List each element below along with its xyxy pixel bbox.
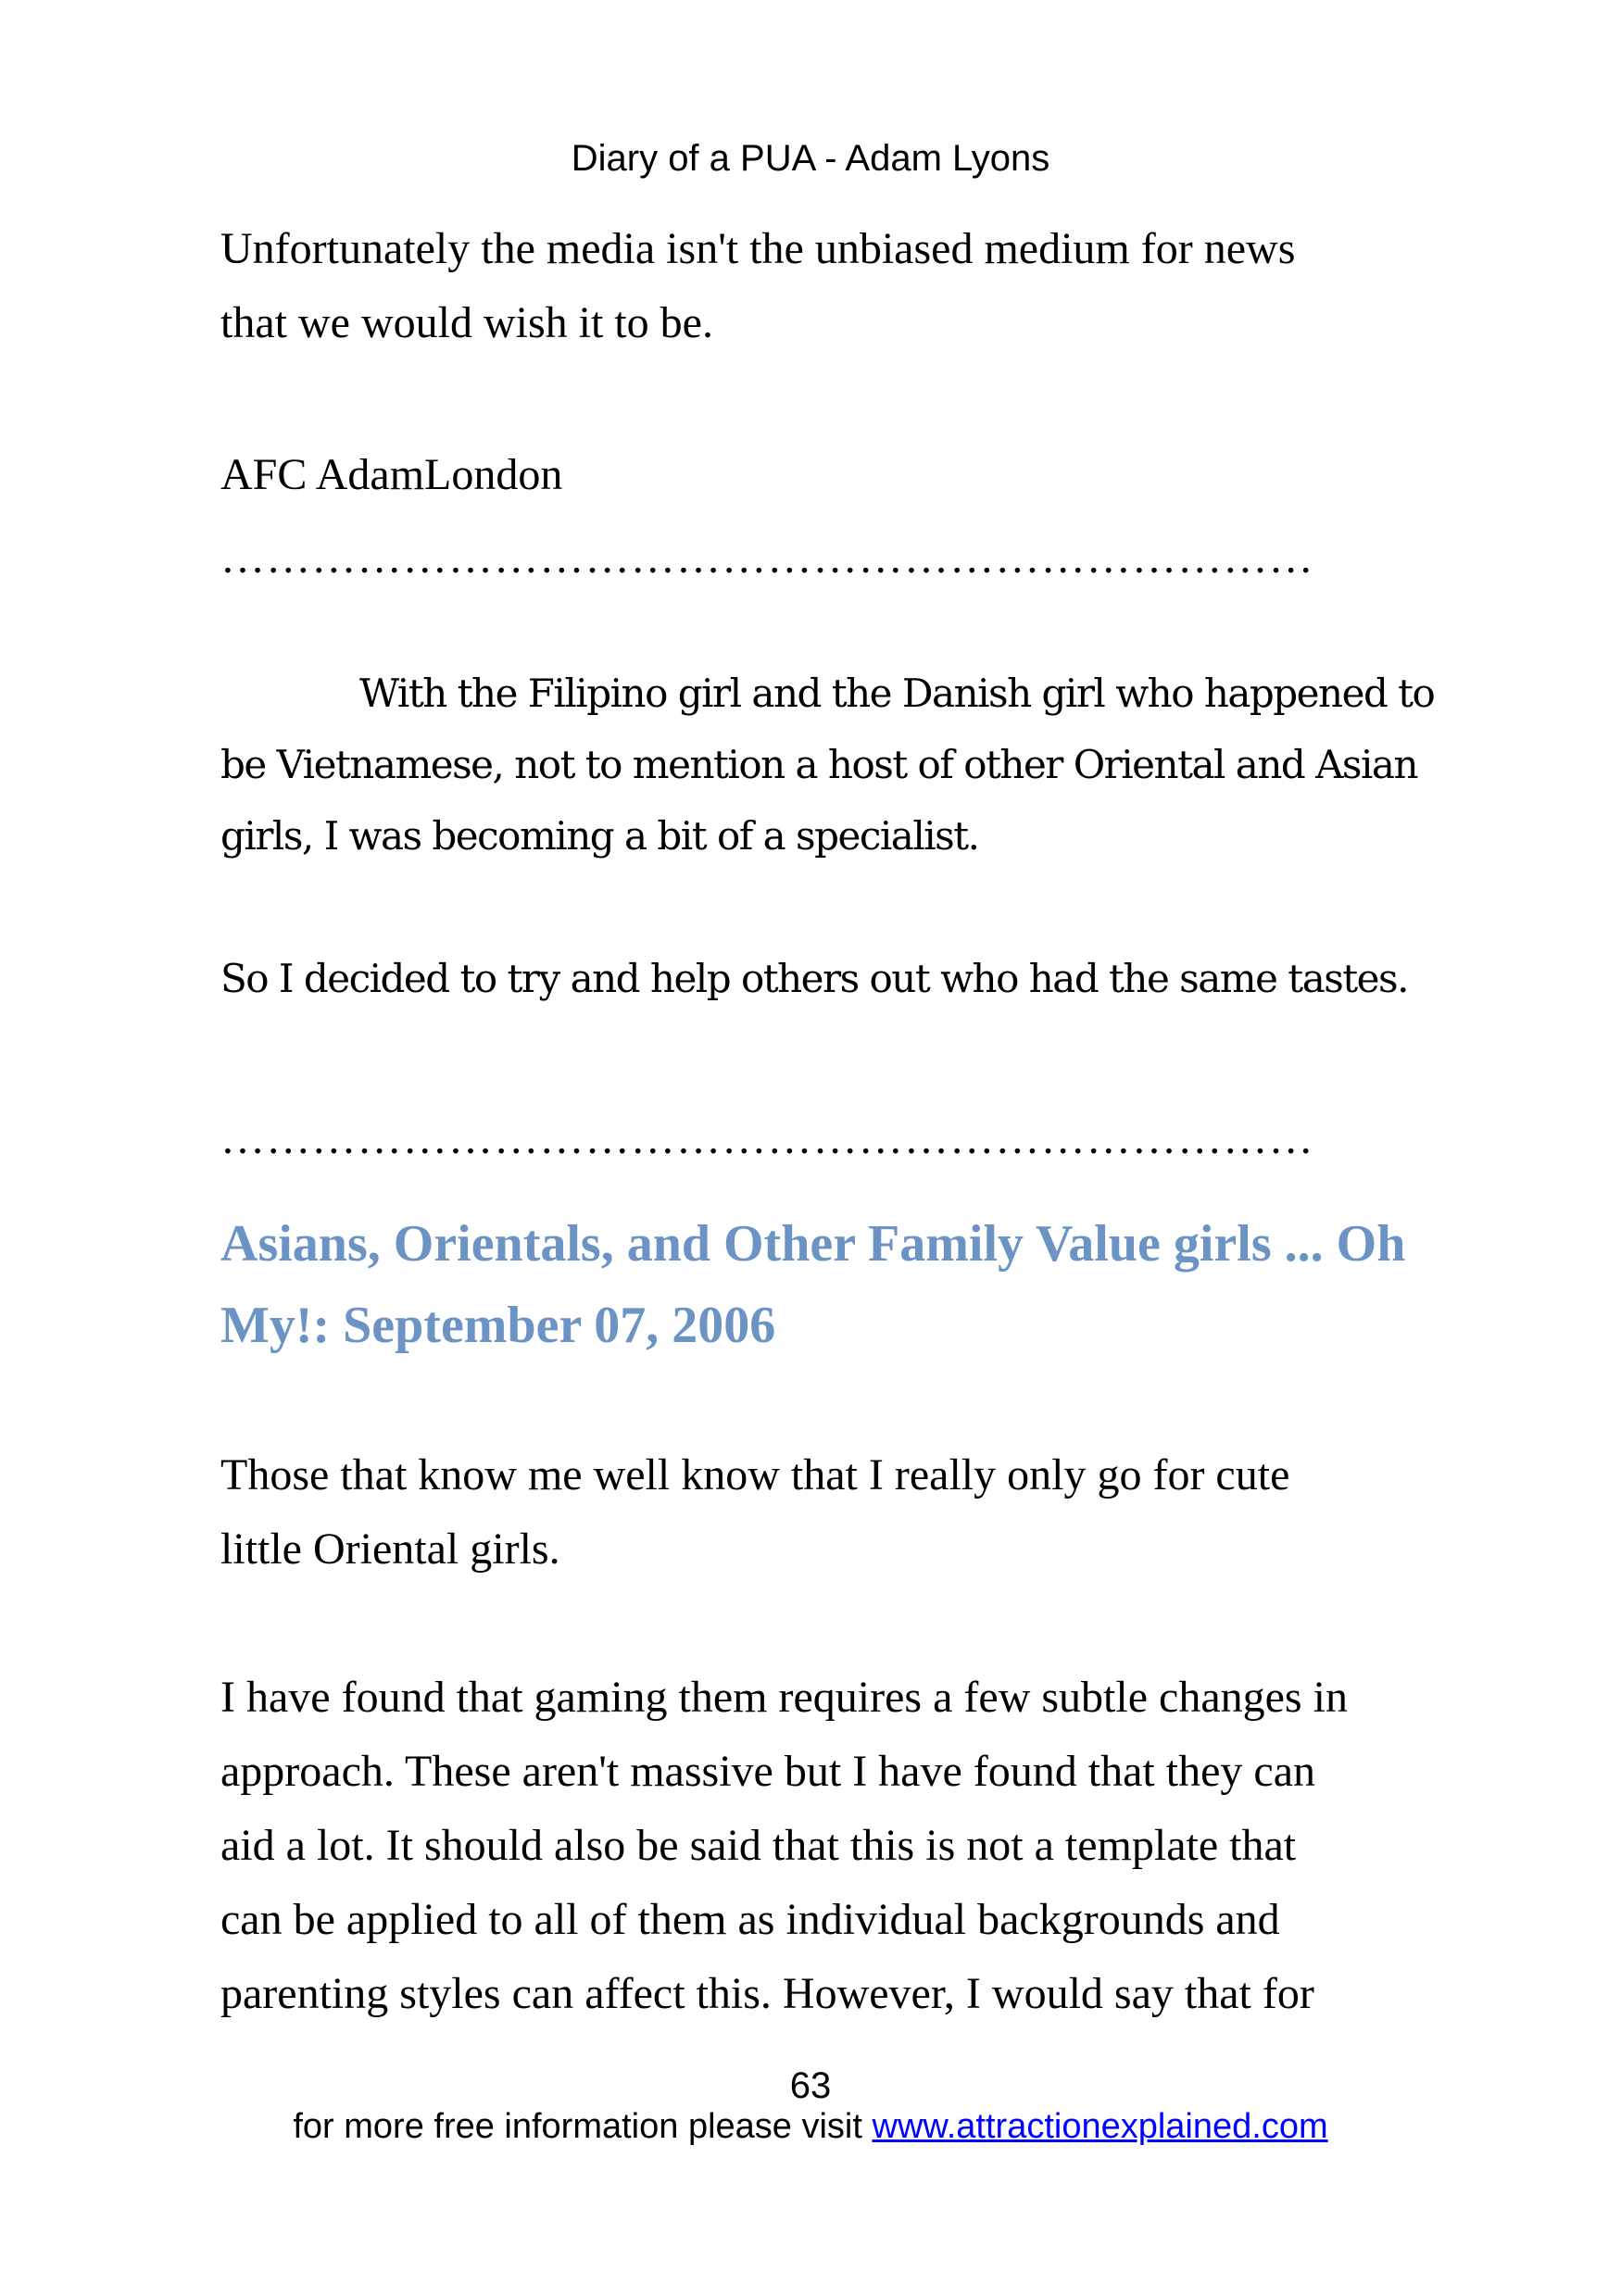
- paragraph-line: With the Filipino girl and the Danish girl who happened to: [359, 671, 1435, 716]
- heading-line: Asians, Orientals, and Other Family Value girls ... Oh: [220, 1215, 1406, 1273]
- paragraph-line: I have found that gaming them requires a few subtle changes in: [220, 1673, 1348, 1722]
- signature: AFC AdamLondon: [220, 450, 563, 499]
- footer-link[interactable]: www.attractionexplained.com: [872, 2107, 1328, 2146]
- paragraph-line: little Oriental girls.: [220, 1524, 560, 1574]
- paragraph-line: approach. These aren't massive but I have found that they can: [220, 1747, 1315, 1796]
- paragraph-line: Those that know me well know that I really only go for cute: [220, 1450, 1290, 1499]
- dotted-divider: ………………………………………………………………: [220, 533, 1314, 583]
- aside-paragraph: [220, 658, 1435, 872]
- paragraph-line: that we would wish it to be.: [220, 298, 713, 347]
- body-paragraph: [220, 1661, 1415, 2031]
- page-number: 63: [789, 2065, 832, 2106]
- intro-paragraph: [220, 212, 1415, 360]
- footer-text: for more free information please visit: [293, 2107, 873, 2146]
- paragraph-line: aid a lot. It should also be said that this is not a template that: [220, 1821, 1297, 1870]
- body-paragraph: [220, 1438, 1415, 1587]
- dotted-divider: ………………………………………………………………: [220, 1114, 1314, 1163]
- page-footer: [0, 2104, 1621, 2149]
- paragraph-line: can be applied to all of them as individual backgrounds and: [220, 1895, 1280, 1944]
- heading-line: My!: September 07, 2006: [220, 1297, 776, 1354]
- paragraph-line: girls, I was becoming a bit of a specialist.: [220, 813, 979, 859]
- paragraph-line: Unfortunately the media isn't the unbiased medium for news: [220, 224, 1296, 273]
- paragraph-line: be Vietnamese, not to mention a host of other Oriental and Asian: [220, 742, 1418, 787]
- post-heading: [220, 1203, 1415, 1366]
- paragraph-line: parenting styles can affect this. However, I would say that for: [220, 1969, 1314, 2018]
- aside-closing-line: So I decided to try and help others out who had the same tastes.: [220, 956, 1408, 1001]
- page-header-title: Diary of a PUA - Adam Lyons: [571, 138, 1050, 179]
